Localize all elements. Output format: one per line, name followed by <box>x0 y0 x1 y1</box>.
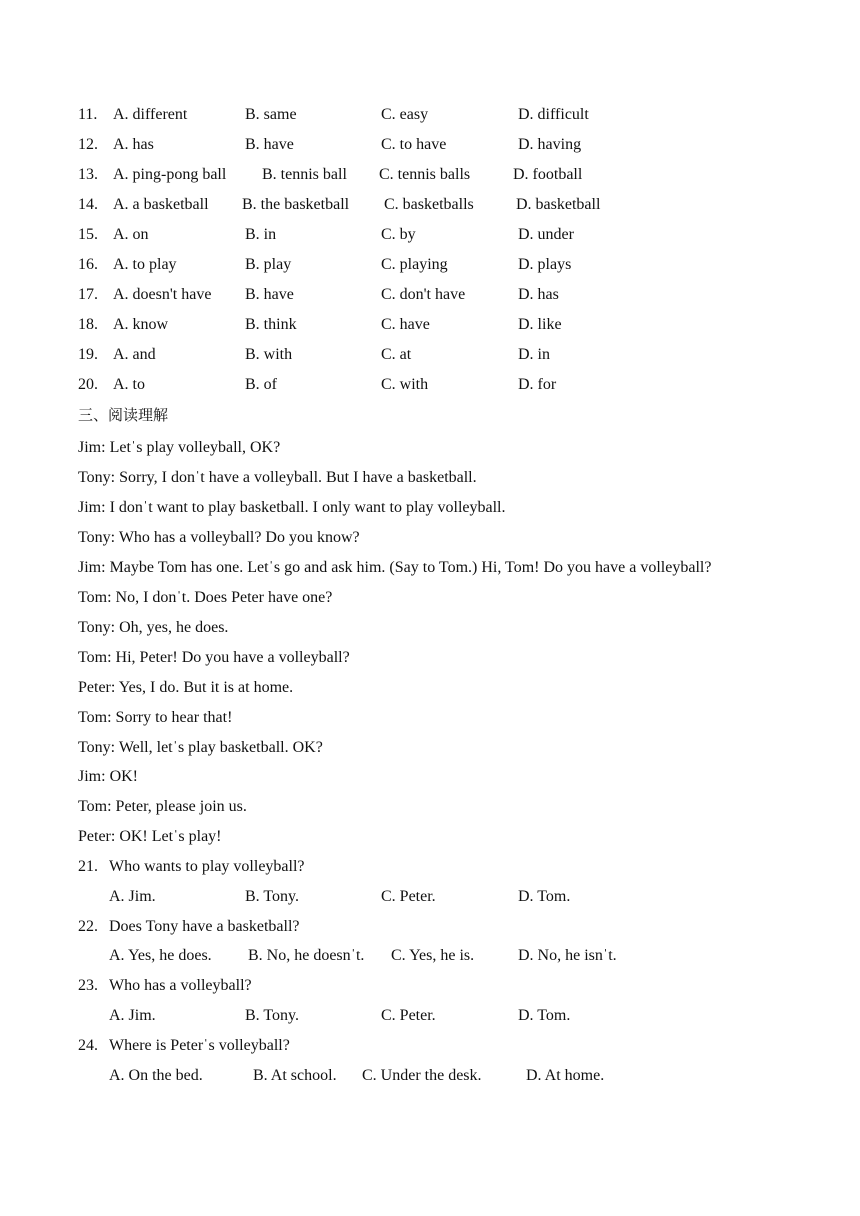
dialogue-line: Tony: Oh, yes, he does. <box>78 619 229 636</box>
option-c: C. at <box>381 346 412 363</box>
option-d: D. football <box>513 166 583 183</box>
option-a: A. and <box>113 346 156 363</box>
option-a: A. know <box>113 316 169 333</box>
question-text: Who wants to play volleyball? <box>109 858 305 875</box>
option-c: C. basketballs <box>384 196 474 213</box>
option-c: C. don't have <box>381 286 466 303</box>
question-text: Who has a volleyball? <box>109 977 252 994</box>
item-number: 18. <box>78 316 98 333</box>
dialogue-line: Peter: Yes, I do. But it is at home. <box>78 679 294 696</box>
option-b: B. think <box>245 316 297 333</box>
dialogue-line: Tony: Well, letˈs play basketball. OK? <box>78 739 323 756</box>
item-number: 19. <box>78 346 98 363</box>
option-b: B. At school. <box>253 1067 337 1084</box>
option-b: B. the basketball <box>242 196 350 213</box>
option-d: D. for <box>518 376 557 393</box>
dialogue-line: Tony: Sorry, I donˈt have a volleyball. But I have a basketball. <box>78 469 477 486</box>
dialogue-line: Jim: I donˈt want to play basketball. I only want to play volleyball. <box>78 499 506 516</box>
option-a: A. On the bed. <box>109 1067 203 1084</box>
question-text: Does Tony have a basketball? <box>109 918 300 935</box>
option-a: A. doesn't have <box>113 286 212 303</box>
option-d: D. At home. <box>526 1067 605 1084</box>
option-c: C. Peter. <box>381 1007 436 1024</box>
option-d: D. has <box>518 286 559 303</box>
dialogue-line: Tom: Hi, Peter! Do you have a volleyball? <box>78 649 350 666</box>
option-b: B. with <box>245 346 293 363</box>
option-c: C. Peter. <box>381 888 436 905</box>
option-b: B. play <box>245 256 292 273</box>
option-c: C. have <box>381 316 430 333</box>
option-b: B. same <box>245 106 297 123</box>
option-a: A. to <box>113 376 145 393</box>
option-a: A. on <box>113 226 149 243</box>
option-d: D. in <box>518 346 550 363</box>
item-number: 12. <box>78 136 98 153</box>
dialogue-line: Jim: Letˈs play volleyball, OK? <box>78 439 281 456</box>
option-b: B. have <box>245 136 294 153</box>
option-b: B. have <box>245 286 294 303</box>
option-b: B. tennis ball <box>262 166 347 183</box>
option-d: D. basketball <box>516 196 601 213</box>
option-a: A. to play <box>113 256 177 273</box>
item-number: 20. <box>78 376 98 393</box>
option-c: C. Under the desk. <box>362 1067 482 1084</box>
option-d: D. having <box>518 136 582 153</box>
question-number: 23. <box>78 977 98 994</box>
option-d: D. under <box>518 226 574 243</box>
question-number: 24. <box>78 1037 98 1054</box>
dialogue-line: Jim: Maybe Tom has one. Letˈs go and ask him. (Say to Tom.) Hi, Tom! Do you have a volleyball? <box>78 559 712 576</box>
option-d: D. No, he isnˈt. <box>518 947 617 964</box>
question-number: 21. <box>78 858 98 875</box>
option-c: C. easy <box>381 106 429 123</box>
dialogue-line: Tom: Sorry to hear that! <box>78 709 233 726</box>
option-a: A. ping-pong ball <box>113 166 227 183</box>
option-a: A. a basketball <box>113 196 209 213</box>
dialogue-line: Tom: Peter, please join us. <box>78 798 247 815</box>
option-a: A. Jim. <box>109 888 156 905</box>
dialogue-line: Peter: OK! Letˈs play! <box>78 828 222 845</box>
dialogue-line: Tom: No, I donˈt. Does Peter have one? <box>78 589 333 606</box>
item-number: 17. <box>78 286 98 303</box>
option-b: B. in <box>245 226 277 243</box>
option-a: A. different <box>113 106 188 123</box>
option-a: A. has <box>113 136 154 153</box>
option-c: C. to have <box>381 136 447 153</box>
option-c: C. tennis balls <box>379 166 471 183</box>
option-d: D. plays <box>518 256 572 273</box>
item-number: 11. <box>78 106 98 123</box>
option-b: B. Tony. <box>245 888 299 905</box>
option-b: B. Tony. <box>245 1007 299 1024</box>
option-d: D. difficult <box>518 106 589 123</box>
dialogue-line: Tony: Who has a volleyball? Do you know? <box>78 529 360 546</box>
option-a: A. Jim. <box>109 1007 156 1024</box>
option-a: A. Yes, he does. <box>109 947 212 964</box>
option-d: D. Tom. <box>518 888 571 905</box>
option-b: B. of <box>245 376 277 393</box>
dialogue-line: Jim: OK! <box>78 768 138 785</box>
item-number: 16. <box>78 256 98 273</box>
option-c: C. by <box>381 226 416 243</box>
option-b: B. No, he doesnˈt. <box>248 947 365 964</box>
option-c: C. with <box>381 376 429 393</box>
item-number: 13. <box>78 166 98 183</box>
question-number: 22. <box>78 918 98 935</box>
item-number: 15. <box>78 226 98 243</box>
item-number: 14. <box>78 196 98 213</box>
section-heading: 三、阅读理解 <box>78 406 169 424</box>
option-d: D. Tom. <box>518 1007 571 1024</box>
question-text: Where is Peterˈs volleyball? <box>109 1037 290 1054</box>
option-c: C. playing <box>381 256 448 273</box>
option-c: C. Yes, he is. <box>391 947 475 964</box>
option-d: D. like <box>518 316 562 333</box>
